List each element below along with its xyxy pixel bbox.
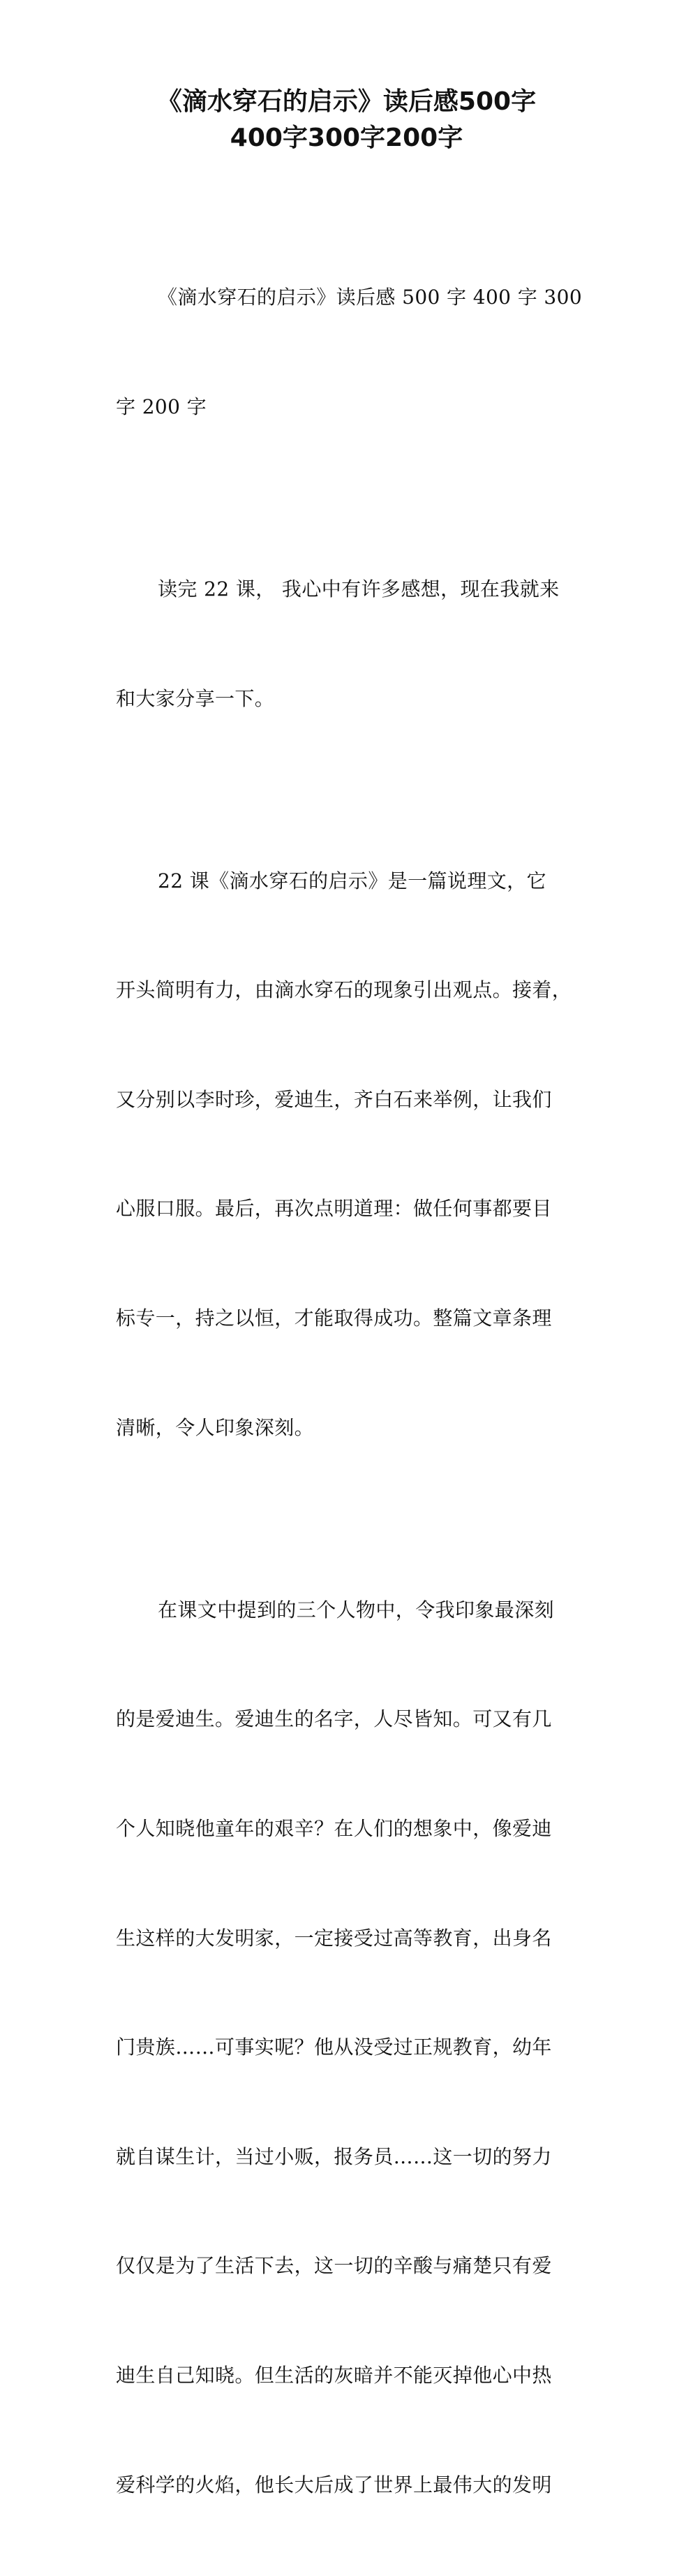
text-line: 清晰，令人印象深刻。 [116,1415,315,1439]
text-line: 心服口服。最后，再次点明道理：做任何事都要目 [116,1197,552,1221]
paragraph-2 [116,499,585,790]
text-line: 爱科学的火焰，他长大后成了世界上最伟大的发明 [116,2473,552,2496]
document-body [116,207,585,2576]
text-line: 在课文中提到的三个人物中，令我印象最深刻 [158,1598,555,1621]
text-line: 就自谋生计，当过小贩，报务员……这一切的努力 [116,2144,552,2168]
text-line: 仅仅是为了生活下去，这一切的辛酸与痛楚只有爱 [116,2254,552,2278]
text-line: 《滴水穿石的启示》读后感 500 字 400 字 300 [158,286,583,309]
text-line: 读完 22 课， 我心中有许多感想，现在我就来 [158,577,560,601]
paragraph-4 [116,1519,585,2576]
text-line: 字 200 字 [116,395,207,419]
text-line: 22 课《滴水穿石的启示》是一篇说理文，它 [158,869,546,892]
text-line: 个人知晓他童年的艰辛？在人们的想象中，像爱迪 [116,1816,552,1840]
text-line: 迪生自己知晓。但生活的灰暗并不能灭掉他心中热 [116,2363,552,2387]
paragraph-1 [116,207,585,499]
title-line-1: 《滴水穿石的启示》读后感500字 [156,87,537,116]
title-line-2: 400字300字200字 [230,124,463,152]
text-line: 和大家分享一下。 [116,686,275,710]
text-line: 门贵族……可事实呢？他从没受过正规教育，幼年 [116,2036,552,2059]
text-line: 开头简明有力，由滴水穿石的现象引出观点。接着， [116,978,572,1002]
paragraph-3 [116,790,585,1519]
text-line: 生这样的大发明家，一定接受过高等教育，出身名 [116,1926,552,1950]
text-line: 又分别以李时珍，爱迪生，齐白石来举例，让我们 [116,1087,552,1111]
text-line: 的是爱迪生。爱迪生的名字，人尽皆知。可又有几 [116,1707,552,1731]
text-line: 标专一，持之以恒，才能取得成功。整篇文章条理 [116,1307,552,1330]
document-title [0,84,693,156]
